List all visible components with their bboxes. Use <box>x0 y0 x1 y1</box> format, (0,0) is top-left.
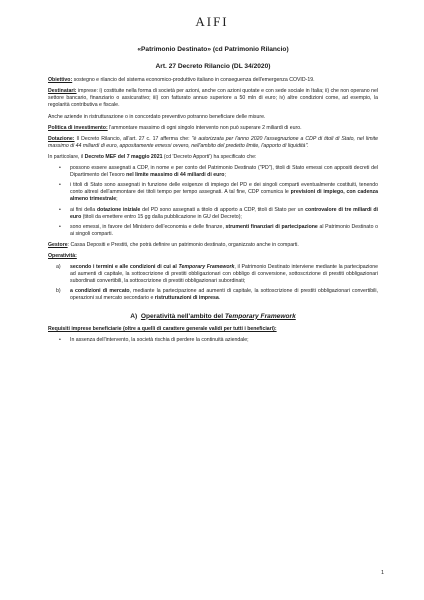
dotazione-text: Il Decreto Rilancio, all'art. 27 c. 17 afferma che: <box>74 135 192 142</box>
bullet-text-end: al Patrimonio Destinato o ai singoli comparti. <box>70 223 378 237</box>
list-item <box>70 224 378 238</box>
particolare-post: (cd 'Decreto Apporti') ha specificato che: <box>162 153 257 160</box>
particolare-paragraph <box>48 154 378 161</box>
item-marker: a) <box>56 264 61 271</box>
gestore-text: : Cassa Depositi e Prestiti, che potrà definire un patrimonio destinato, organizzato anche in comparti. <box>67 241 299 248</box>
obiettivo-text: sostegno e rilancio del sistema economico-produttivo italiano in conseguenza dell'emergenza COVID-19. <box>72 77 315 84</box>
dotazione-quote: "è autorizzata per l'anno 2020 l'assegnazione a CDP di titoli di Stato, nel limite massimo di 44 miliardi di euro, appositamente emessi ovvero, nell'ambito del predetto limite, l'apporto di liquidità". <box>48 135 378 149</box>
page-number: 1 <box>380 570 384 576</box>
decreto-mef: Decreto MEF del 7 maggio 2021 <box>84 153 163 160</box>
dotazione-paragraph <box>48 136 378 150</box>
requisiti-list <box>48 337 378 344</box>
bullet-text-mid: del PD sono assegnati a titolo di apporto a CDP, titoli di Stato per un <box>140 206 306 213</box>
list-item <box>70 207 378 221</box>
document-subtitle: Art. 27 Decreto Rilancio (DL 34/2020) <box>155 63 271 71</box>
destinatari-text: imprese: i) costituite nella forma di società per azioni, anche con azioni quotate e con sede sociale in Italia; ii) che non operano nel settore bancario, finanziario o assicurativo; iii) con fatturato annuo superiore a 50 mln di euro; iv) altre condizioni come, ad esempio, la regolarità contributiva e fiscale. <box>48 88 378 109</box>
document-title: «Patrimonio Destinato» (cd Patrimonio Rilancio) <box>137 46 289 53</box>
operativita-heading <box>48 253 378 260</box>
item-bold-2: ristrutturazioni di impresa <box>154 295 219 302</box>
section-marker: A) <box>130 312 138 320</box>
dotazione-label: Dotazione: <box>48 135 75 142</box>
item-bold: a condizioni di mercato <box>70 288 130 295</box>
item-marker: b) <box>56 288 61 295</box>
bullet-bold: strumenti finanziari di partecipazione <box>225 223 318 230</box>
bullet-bold: dotazione iniziale <box>96 206 141 213</box>
politica-label: Politica di investimento: <box>48 124 108 131</box>
bullet-text-end: ; <box>116 196 118 203</box>
destinatari-paragraph <box>48 88 378 109</box>
gestore-paragraph <box>48 242 378 249</box>
section-a-heading <box>48 313 378 320</box>
bullet-text-end: (titoli da emettere entro 15 gg dalla pubblicazione in GU del Decreto); <box>81 213 242 220</box>
obiettivo-label: Obiettivo: <box>48 77 73 84</box>
bullet-text: ai fini della <box>70 206 97 213</box>
bullet-text-end: ; <box>224 172 226 179</box>
list-item <box>70 337 378 344</box>
item-text-end: . <box>218 295 221 302</box>
item-bold: secondo i termini e alle condizioni di cui al <box>70 264 179 271</box>
item-text: , mediante la partecipazione ad aumenti di capitale, la sottoscrizione di prestiti obbligazionari convertibili, operazioni sul mercato secondario e <box>70 288 378 302</box>
section-title <box>141 313 296 320</box>
destinatari-label: Destinatari: <box>48 88 77 95</box>
bullet-bold-2: controvalore di tre miliardi di euro <box>70 206 378 220</box>
document-body <box>48 40 378 348</box>
list-item <box>70 182 378 203</box>
requisiti-label: Requisiti imprese beneficiarie (oltre a quelli di carattere generale validi per tutti i beneficiari): <box>48 325 277 332</box>
particolare-pre: In particolare, il <box>48 153 85 160</box>
requisiti-text: In assenza dell'intervento, la società rischia di perdere la continuità aziendale; <box>70 336 249 343</box>
obiettivo-paragraph <box>48 77 378 84</box>
section-title-italic: Temporary Framework <box>224 312 296 320</box>
ristrutturazione-paragraph: Anche aziende in ristrutturazione o in concordato preventivo potranno beneficiare delle misure. <box>48 113 266 120</box>
bullet-text: i titoli di Stato sono assegnati in funzione delle esigenze di impiego del PD e dei singoli comparti eventualmente costituiti, tenendo conto altresì dell'ammontare dei titoli tempo per tempo assegnati. A tal fine, CDP comunica le <box>70 182 378 196</box>
bullet-text: sono emessi, in favore del Ministero dell'economia e delle finanze, <box>70 223 226 230</box>
bullet-bold: nel limite massimo di 44 miliardi di euro <box>126 172 225 179</box>
list-item <box>56 288 378 302</box>
list-item <box>70 165 378 179</box>
gestore-label: Gestore <box>48 241 68 248</box>
operativita-list <box>48 264 378 302</box>
aifi-logo: AIFI <box>195 14 229 29</box>
decreto-bullet-list <box>48 165 378 238</box>
politica-paragraph <box>48 125 378 132</box>
operativita-label: Operatività: <box>48 252 77 259</box>
bullet-text: possono essere assegnati a CDP, in nome e per conto del Patrimonio Destinato ("PD"), titoli di Stato emessi con appositi decreti del Dipartimento del Tesoro <box>70 165 378 179</box>
section-title-text: Operatività nell'ambito del <box>140 312 225 320</box>
item-text: , il Patrimonio Destinato interviene mediante la partecipazione ad aumenti di capitale, la sottoscrizione di prestiti obbligazionari con obbligo di conversione, sottoscrizione di prestiti obbligazionari subordinati convertibili, la sottoscrizione di prestiti obbligazionari subordinati; <box>70 264 378 285</box>
politica-text: l'ammontare massimo di ogni singolo intervento non può superare 2 miliardi di euro. <box>107 124 302 131</box>
item-bold-italic: Temporary Framework <box>178 264 235 271</box>
list-item <box>56 264 378 285</box>
bullet-bold: previsioni di impiego, con cadenza almeno trimestrale <box>70 189 378 203</box>
requisiti-heading <box>48 326 378 333</box>
